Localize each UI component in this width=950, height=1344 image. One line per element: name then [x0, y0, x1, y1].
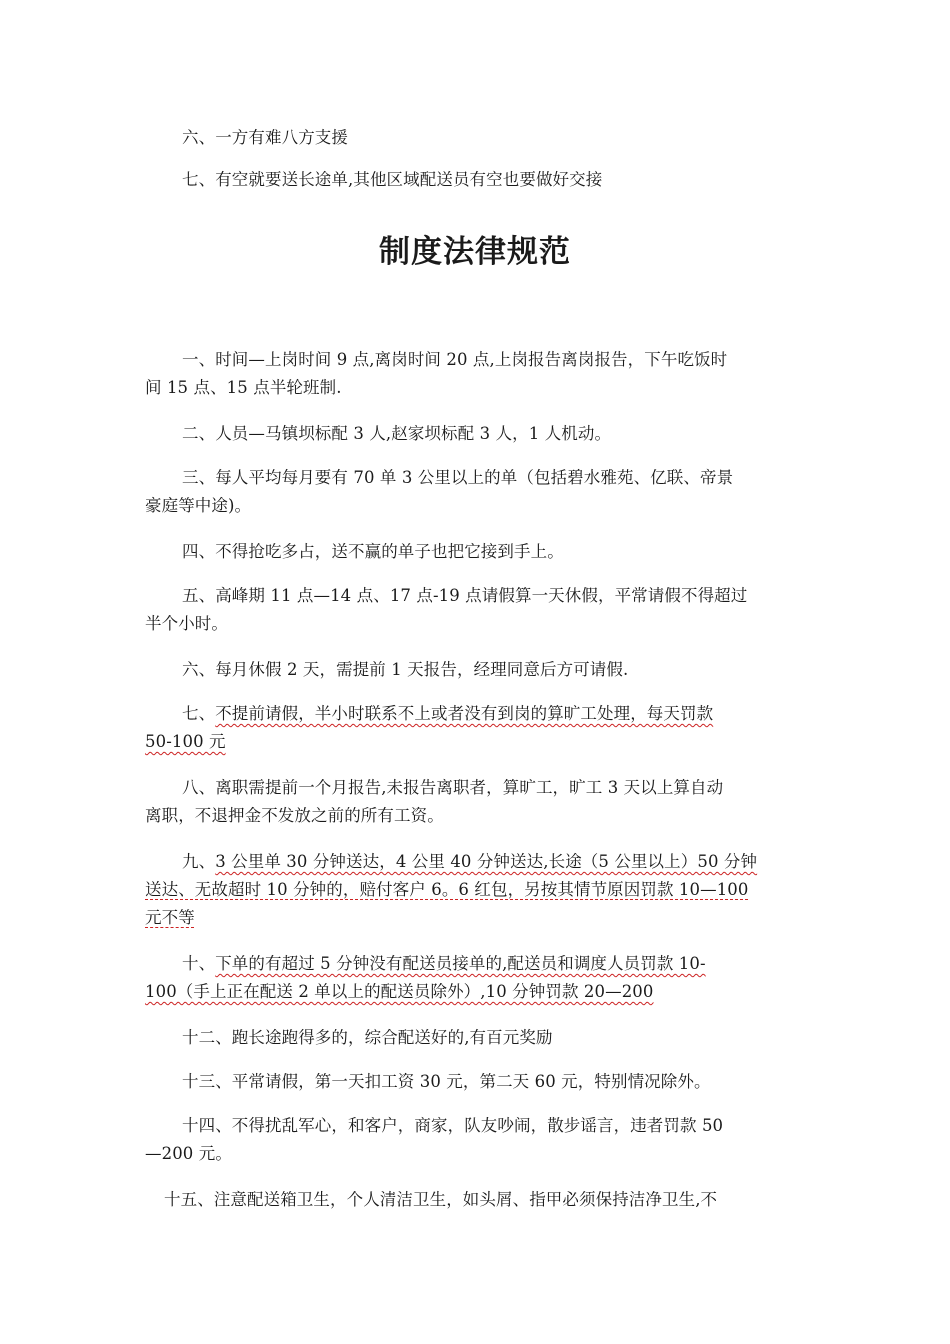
- rule-9-prefix: 九、: [182, 852, 216, 871]
- rule-14-line-1: 十四、不得扰乱军心，和客户，商家，队友吵闹，散步谣言，违者罚款 50: [182, 1116, 724, 1135]
- rule-1-line-2: 间 15 点、15 点半轮班制.: [145, 378, 342, 397]
- rule-9-text-cont: 送达、无故超时 10 分钟的，赔付客户 6。6 红包，另按其情节原因罚款 10—100: [145, 880, 749, 899]
- rule-1-line-1: 一、时间—上岗时间 9 点,离岗时间 20 点,上岗报告离岗报告，下午吃饭时: [182, 350, 728, 369]
- rule-12: 十二、跑长途跑得多的，综合配送好的,有百元奖励: [182, 1028, 553, 1047]
- rule-8-line-1: 八、离职需提前一个月报告,未报告离职者，算旷工，旷工 3 天以上算自动: [182, 778, 724, 797]
- rule-5-line-1: 五、高峰期 11 点—14 点、17 点-19 点请假算一天休假，平常请假不得超过: [182, 586, 748, 605]
- rule-9-line-2: [145, 876, 810, 903]
- rule-10-text: 下单的有超过 5 分钟没有配送员接单的,配送员和调度人员罚款 10-: [215, 954, 706, 973]
- intro-item-6: 六、一方有难八方支援: [182, 128, 348, 147]
- rule-15-line-1: 十五、注意配送箱卫生，个人清洁卫生，如头屑、指甲必须保持洁净卫生,不: [164, 1190, 718, 1209]
- rule-7-line-1: [182, 700, 810, 727]
- document-title: 制度法律规范: [379, 234, 571, 270]
- rule-9-text: 3 公里单 30 分钟送达，4 公里 40 分钟送达,长途（5 公里以上）50 分钟: [215, 852, 758, 871]
- rule-7-text-cont: 50-100 元: [145, 732, 226, 751]
- rule-8-line-2: 离职，不退押金不发放之前的所有工资。: [145, 806, 444, 825]
- rule-2: 二、人员—马镇坝标配 3 人,赵家坝标配 3 人，1 人机动。: [182, 424, 612, 443]
- rule-10-line-2: [145, 978, 810, 1005]
- rule-3-line-1: 三、每人平均每月要有 70 单 3 公里以上的单（包括碧水雅苑、亿联、帝景: [182, 468, 734, 487]
- rule-3-line-2: 豪庭等中途)。: [145, 496, 252, 515]
- rule-6: 六、每月休假 2 天，需提前 1 天报告，经理同意后方可请假.: [182, 660, 629, 679]
- rule-10-line-1: [182, 950, 810, 977]
- rule-10-prefix: 十、: [182, 954, 216, 973]
- rule-10-text-cont: 100（手上正在配送 2 单以上的配送员除外）,10 分钟罚款 20—200: [145, 982, 654, 1001]
- rule-9-line-1: [182, 848, 810, 875]
- rule-5-line-2: 半个小时。: [145, 614, 228, 633]
- rule-7-line-2: [145, 728, 810, 755]
- rule-7-prefix: 七、: [182, 704, 216, 723]
- rule-7-text: 不提前请假，半小时联系不上或者没有到岗的算旷工处理，每天罚款: [215, 704, 714, 723]
- intro-item-7: 七、有空就要送长途单,其他区域配送员有空也要做好交接: [182, 170, 603, 189]
- rule-9-line-3: [145, 904, 810, 931]
- rule-14-line-2: —200 元。: [145, 1144, 232, 1163]
- rule-4: 四、不得抢吃多占，送不赢的单子也把它接到手上。: [182, 542, 564, 561]
- rule-13: 十三、平常请假，第一天扣工资 30 元，第二天 60 元，特别情况除外。: [182, 1072, 711, 1091]
- rule-9-text-end: 元不等: [145, 908, 195, 927]
